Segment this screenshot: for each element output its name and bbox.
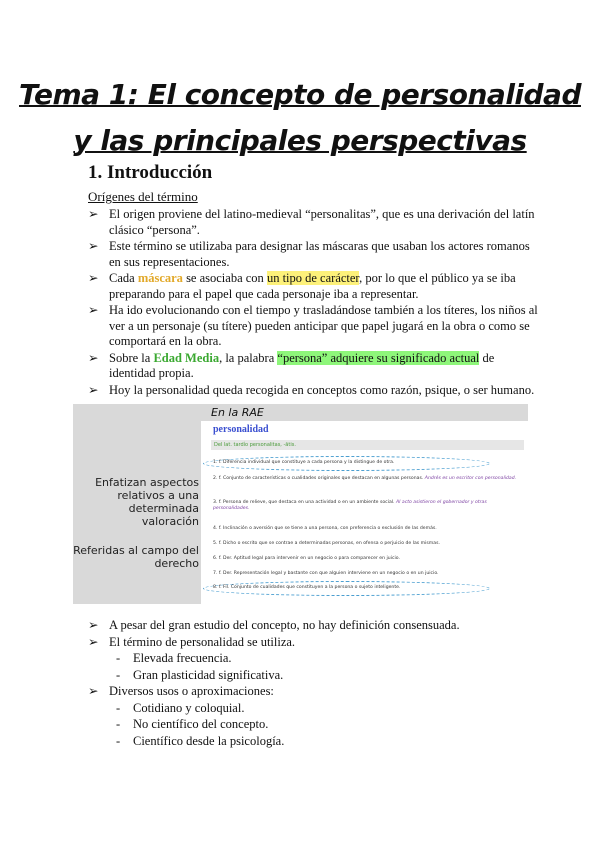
def-example: Andrés es un escritor con personalidad. <box>424 476 517 481</box>
item-text: Cotidiano y coloquial. <box>133 700 245 715</box>
rae-etymology: Del lat. tardío personalitas, -ātis. <box>211 440 524 450</box>
arrow-bullet-icon: ➢ <box>88 303 99 317</box>
list-item <box>88 239 543 270</box>
figure-header: En la RAE <box>201 404 528 421</box>
definition-1: 1. f. Diferencia individual que constituye a cada persona y la distingue de otra. <box>213 460 395 465</box>
list-item <box>88 717 543 733</box>
list-item <box>88 207 543 238</box>
list-item <box>88 303 543 350</box>
arrow-bullet-icon: ➢ <box>88 618 99 632</box>
dash-bullet-icon: - <box>116 733 121 748</box>
definition-7: 7. f. Der. Representación legal y bastante con que alguien interviene en un negocio o en un juicio. <box>213 571 439 576</box>
list-item <box>88 734 543 750</box>
rae-definition-figure <box>73 404 528 604</box>
arrow-bullet-icon: ➢ <box>88 239 99 253</box>
item-text: A pesar del gran estudio del concepto, no hay definición consensuada. <box>109 618 460 632</box>
def-example: Al acto asistieron el gobernador y otras personalidades. <box>213 500 487 511</box>
list-item <box>88 635 543 651</box>
dash-bullet-icon: - <box>116 700 121 715</box>
def-text: 3. f. Persona de relieve, que destaca en una actividad o en un ambiente social. <box>213 500 395 505</box>
list-item <box>88 701 543 717</box>
item-text: Hoy la personalidad queda recogida en conceptos como razón, psique, o ser humano. <box>109 382 535 397</box>
bullet-list-origins <box>88 207 543 398</box>
item-text: Sobre la <box>109 350 154 365</box>
def-text: 2. f. Conjunto de características o cualidades originales que destacan en algunas personas. <box>213 476 424 481</box>
definition-3 <box>213 500 523 512</box>
bullet-list-3 <box>88 684 543 700</box>
section-heading: 1. Introducción <box>88 162 213 183</box>
arrow-bullet-icon: ➢ <box>88 207 99 221</box>
title-line-1: Tema 1: El concepto de personalidad <box>19 78 581 111</box>
item-text: , la palabra <box>219 350 278 365</box>
bullet-list-2 <box>88 618 543 650</box>
rae-word: personalidad <box>213 424 269 435</box>
item-text: No científico del concepto. <box>133 717 269 731</box>
content-flow <box>0 207 600 750</box>
item-text: El origen proviene del latino-medieval “personalitas”, que es una derivación del latín clásico “persona”. <box>109 207 535 237</box>
definition-4: 4. f. Inclinación o aversión que se tiene a una persona, con preferencia o exclusión de las demás. <box>213 526 437 531</box>
item-text: se asociaba con <box>182 271 267 285</box>
list-item <box>88 684 543 700</box>
list-item <box>88 651 543 667</box>
list-item <box>88 618 543 634</box>
arrow-bullet-icon: ➢ <box>88 271 99 285</box>
item-text: Este término se utilizaba para designar las máscaras que usaban los actores romanos en sus representaciones. <box>109 239 530 269</box>
subheading: Orígenes del término <box>88 189 198 204</box>
item-text: El término de personalidad se utiliza. <box>109 634 296 649</box>
arrow-bullet-icon: ➢ <box>88 382 99 397</box>
definition-2 <box>213 476 523 482</box>
item-text: de identidad propia. <box>109 350 495 380</box>
list-item <box>88 668 543 684</box>
label-derecho: Referidas al campo del derecho <box>73 544 199 570</box>
definition-8: 8. f. Fil. Conjunto de cualidades que constituyen a la persona o sujeto inteligente. <box>213 585 401 590</box>
title-line-2: y las principales perspectivas <box>73 124 527 157</box>
label-valoracion: Enfatizan aspectos relativos a una determinada valoración <box>95 476 199 528</box>
item-text: Cada <box>109 271 138 285</box>
dash-bullet-icon: - <box>116 651 121 665</box>
item-text: Elevada frecuencia. <box>133 651 232 665</box>
colored-term: máscara <box>137 271 183 285</box>
dash-list-1 <box>88 651 543 683</box>
item-text: Diversos usos o aproximaciones: <box>109 684 274 698</box>
colored-term: Edad Media <box>153 350 220 365</box>
definition-6: 6. f. Der. Aptitud legal para intervenir en un negocio o para comparecer en juicio. <box>213 556 400 561</box>
item-text: Ha ido evolucionando con el tiempo y trasladándose también a los títeres, los niños al ver a un personaje (su títere) pueden anticipar que papel jugará en la obra o como se comportará en la obra. <box>109 303 538 348</box>
definition-5: 5. f. Dicho o escrito que se contrae a determinadas personas, en ofensa o perjuicio de las mismas. <box>213 541 440 546</box>
item-text: Gran plasticidad significativa. <box>133 667 284 682</box>
arrow-bullet-icon: ➢ <box>88 634 99 649</box>
list-item <box>88 351 543 382</box>
item-text: Científico desde la psicología. <box>133 733 285 748</box>
dash-bullet-icon: - <box>116 717 121 731</box>
dash-bullet-icon: - <box>116 667 121 682</box>
dash-list-2 <box>88 701 543 750</box>
highlighted-text: un tipo de carácter <box>266 271 360 285</box>
highlighted-text: “persona” adquiere su significado actual <box>277 350 480 365</box>
list-item <box>88 271 543 302</box>
arrow-bullet-icon: ➢ <box>88 684 99 698</box>
item-text: , por lo que el público ya se iba preparando para el papel que cada personaje iba a representar. <box>109 271 516 301</box>
list-item <box>88 383 543 399</box>
arrow-bullet-icon: ➢ <box>88 350 99 365</box>
